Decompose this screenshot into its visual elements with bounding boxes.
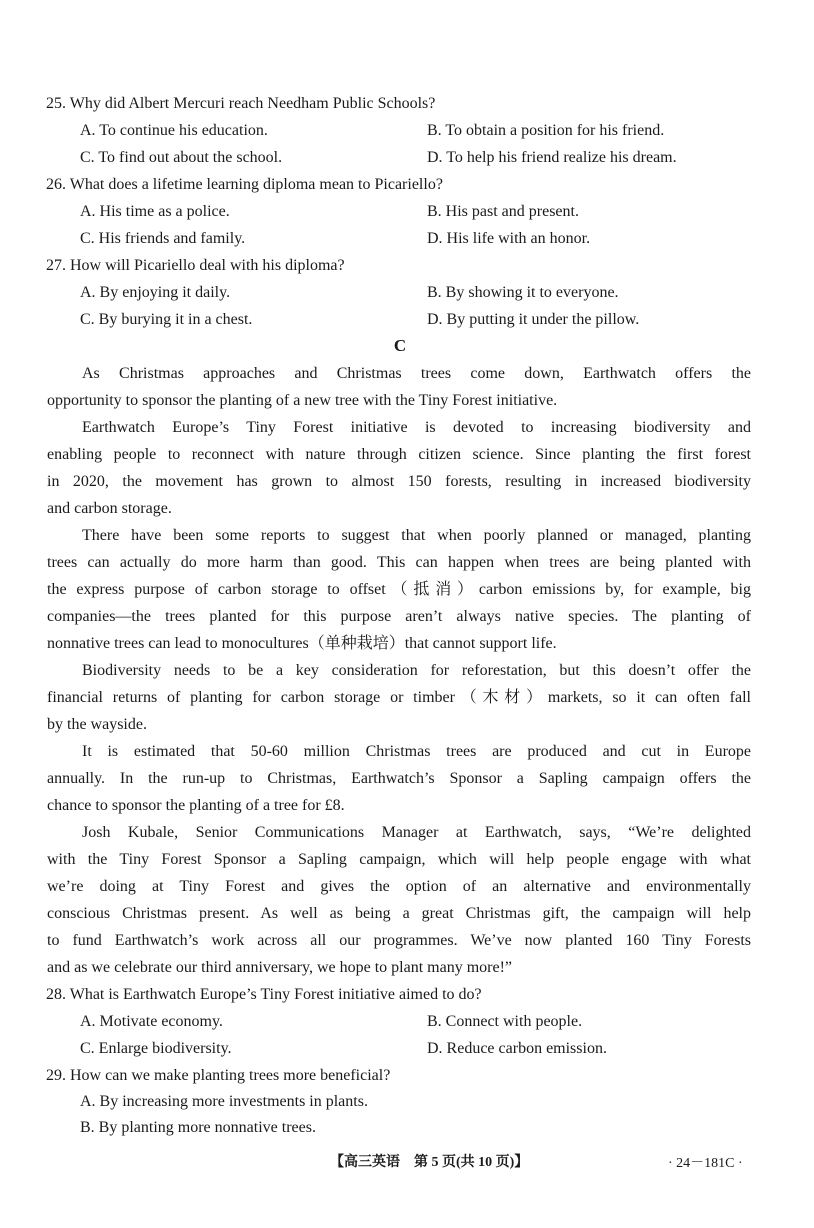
- passage-line: chance to sponsor the planting of a tree for £8.: [47, 797, 345, 814]
- option-28c: C. Enlarge biodiversity.: [80, 1040, 232, 1057]
- option-28a: A. Motivate economy.: [80, 1013, 223, 1030]
- option-28d: D. Reduce carbon emission.: [427, 1040, 607, 1057]
- passage-line: with the Tiny Forest Sponsor a Sapling campaign, which will help people engage with what: [47, 851, 751, 868]
- passage-line: Biodiversity needs to be a key consideration for reforestation, but this doesn’t offer the: [82, 662, 751, 679]
- option-26a: A. His time as a police.: [80, 203, 230, 220]
- page-footer-label: 【高三英语 第 5 页(共 10 页)】: [330, 1155, 529, 1170]
- passage-line: to fund Earthwatch’s work across all our programmes. We’ve now planted 160 Tiny Forests: [47, 932, 751, 949]
- option-27a: A. By enjoying it daily.: [80, 284, 231, 301]
- passage-line: As Christmas approaches and Christmas trees come down, Earthwatch offers the: [82, 365, 751, 382]
- question-29: 29. How can we make planting trees more beneficial?: [46, 1067, 391, 1084]
- question-26: 26. What does a lifetime learning diploma mean to Picariello?: [46, 176, 443, 193]
- question-28: 28. What is Earthwatch Europe’s Tiny Forest initiative aimed to do?: [46, 986, 482, 1003]
- passage-line: It is estimated that 50-60 million Christmas trees are produced and cut in Europe: [82, 743, 751, 760]
- option-25d: D. To help his friend realize his dream.: [427, 149, 677, 166]
- option-29a: A. By increasing more investments in plants.: [80, 1093, 368, 1110]
- passage-line: the express purpose of carbon storage to offset（抵消）carbon emissions by, for example, big: [47, 581, 751, 598]
- option-25b: B. To obtain a position for his friend.: [427, 122, 665, 139]
- passage-line: and as we celebrate our third anniversary, we hope to plant many more!”: [47, 959, 512, 976]
- passage-line: and carbon storage.: [47, 500, 172, 517]
- option-26b: B. His past and present.: [427, 203, 579, 220]
- option-27b: B. By showing it to everyone.: [427, 284, 619, 301]
- option-25a: A. To continue his education.: [80, 122, 268, 139]
- passage-line: in 2020, the movement has grown to almost 150 forests, resulting in increased biodiversity: [47, 473, 751, 490]
- passage-line: we’re doing at Tiny Forest and gives the option of an alternative and environmentally: [47, 878, 751, 895]
- passage-line: Earthwatch Europe’s Tiny Forest initiative is devoted to increasing biodiversity and: [82, 419, 751, 436]
- option-29b: B. By planting more nonnative trees.: [80, 1119, 316, 1136]
- passage-line: enabling people to reconnect with nature through citizen science. Since planting the first forest: [47, 446, 751, 463]
- passage-line: nonnative trees can lead to monocultures（单种栽培）that cannot support life.: [47, 635, 557, 652]
- passage-line: Josh Kubale, Senior Communications Manager at Earthwatch, says, “We’re delighted: [82, 824, 751, 841]
- option-26c: C. His friends and family.: [80, 230, 246, 247]
- page-footer-code: · 24－181C ·: [668, 1156, 743, 1171]
- passage-line: trees can actually do more harm than good. This can happen when trees are being planted with: [47, 554, 751, 571]
- passage-line: opportunity to sponsor the planting of a new tree with the Tiny Forest initiative.: [47, 392, 558, 409]
- passage-line: by the wayside.: [47, 716, 147, 733]
- passage-line: There have been some reports to suggest that when poorly planned or managed, planting: [82, 527, 751, 544]
- passage-line: companies—the trees planted for this purpose aren’t always native species. The planting of: [47, 608, 751, 625]
- section-heading: C: [393, 336, 407, 355]
- question-25: 25. Why did Albert Mercuri reach Needham Public Schools?: [46, 95, 436, 112]
- option-28b: B. Connect with people.: [427, 1013, 583, 1030]
- passage-line: financial returns of planting for carbon storage or timber（木材）markets, so it can often fall: [47, 689, 751, 706]
- question-27: 27. How will Picariello deal with his diploma?: [46, 257, 345, 274]
- passage-line: annually. In the run-up to Christmas, Earthwatch’s Sponsor a Sapling campaign offers the: [47, 770, 751, 787]
- passage-line: conscious Christmas present. As well as being a great Christmas gift, the campaign will help: [47, 905, 751, 922]
- option-26d: D. His life with an honor.: [427, 230, 591, 247]
- option-25c: C. To find out about the school.: [80, 149, 283, 166]
- option-27d: D. By putting it under the pillow.: [427, 311, 640, 328]
- option-27c: C. By burying it in a chest.: [80, 311, 253, 328]
